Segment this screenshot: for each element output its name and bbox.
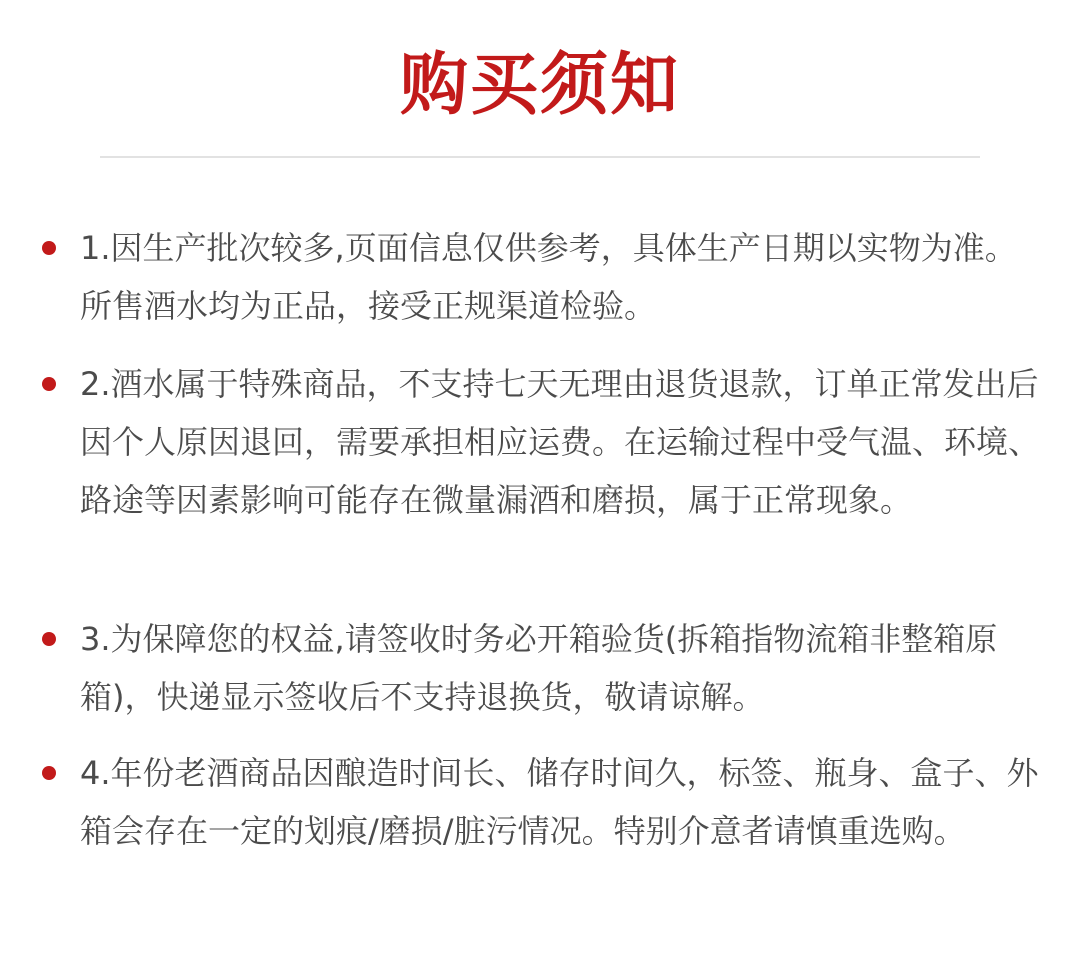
title-divider <box>100 156 980 158</box>
notice-text-4: 4.年份老酒商品因酿造时间长、储存时间久，标签、瓶身、盒子、外箱会存在一定的划痕/磨损/脏污情况。特别介意者请慎重选购。 <box>80 754 1039 850</box>
page-title: 购买须知 <box>399 46 680 125</box>
notice-text-3: 3.为保障您的权益,请签收时务必开箱验货(拆箱指物流箱非整箱原箱)，快递显示签收后不支持退换货，敬请谅解。 <box>80 620 998 716</box>
bullet-dot-icon <box>42 632 56 646</box>
bullet-dot-icon <box>42 241 56 255</box>
bullet-dot-icon <box>42 766 56 780</box>
bullet-dot-icon <box>42 377 56 391</box>
notice-text-2: 2.酒水属于特殊商品，不支持七天无理由退货退款，订单正常发出后因个人原因退回，需要承担相应运费。在运输过程中受气温、环境、路途等因素影响可能存在微量漏酒和磨损，属于正常现象。 <box>80 365 1041 519</box>
notice-text-1: 1.因生产批次较多,页面信息仅供参考，具体生产日期以实物为准。所售酒水均为正品，接受正规渠道检验。 <box>80 229 1017 325</box>
